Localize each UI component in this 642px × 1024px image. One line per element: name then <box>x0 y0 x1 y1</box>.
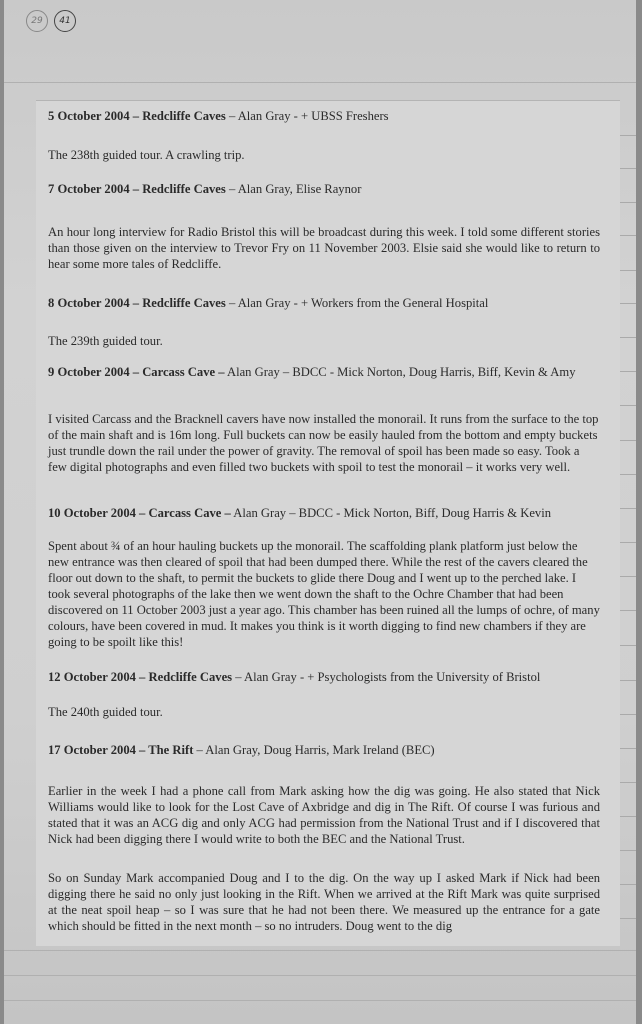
entry-heading: 12 October 2004 – Redcliffe Caves – Alan Gray - + Psychologists from the University of Bristol <box>48 670 541 684</box>
handwritten-mark: 41 <box>54 10 76 32</box>
entry-heading: 8 October 2004 – Redcliffe Caves – Alan Gray - + Workers from the General Hospital <box>48 296 489 310</box>
entry-heading: 17 October 2004 – The Rift – Alan Gray, Doug Harris, Mark Ireland (BEC) <box>48 743 435 757</box>
entry-text: The 239th guided tour. <box>48 334 163 348</box>
entry-text: So on Sunday Mark accompanied Doug and I to the dig. On the way up I asked Mark if Nick had been digging there he said no only just looking in the Rift. When we arrived at the Rift Mark was quite surprised at the neat spoil heap – so I was sure that he had not been there. We measured up the entrance for a gate which should be fitted in the next month – so no intruders. Doug went to the dig <box>48 871 600 933</box>
entry-heading: 10 October 2004 – Carcass Cave – Alan Gray – BDCC - Mick Norton, Biff, Doug Harris & Kevin <box>48 506 552 520</box>
entry-text: Earlier in the week I had a phone call from Mark asking how the dig was going. He also stated that Nick Williams would like to look for the Lost Cave of Axbridge and dig in The Rift. Of course I was furious and stated that it was an ACG dig and only ACG had permission from the National Trust and if I discovered that Nick had been digging there I would write to both the BEC and the National Trust. <box>48 784 600 846</box>
divider <box>4 975 636 976</box>
entry-heading: 5 October 2004 – Redcliffe Caves – Alan Gray - + UBSS Freshers <box>48 109 389 123</box>
entry-text: The 240th guided tour. <box>48 705 163 719</box>
entry-text: I visited Carcass and the Bracknell cavers have now installed the monorail. It runs from the surface to the top of the main shaft and is 16m long. Full buckets can now be easily hauled from the bottom and empty buckets just trundle down the rail under the power of gravity. The removal of spoil has been made so easy. Took a few digital photographs and even filled two buckets with spoil to test the monorail – it works very well. <box>48 412 599 474</box>
entry-text: The 238th guided tour. A crawling trip. <box>48 148 245 162</box>
entry-heading: 7 October 2004 – Redcliffe Caves – Alan Gray, Elise Raynor <box>48 182 362 196</box>
handwritten-page-marks <box>26 10 76 32</box>
divider <box>4 82 636 83</box>
entry-text: Spent about ¾ of an hour hauling buckets up the monorail. The scaffolding plank platform just below the new entrance was then cleared of spoil that had been dumped there. While the rest of the cavers cleared the floor out down to the shaft, to permit the buckets to glide there Doug and I went up to the perched lake. I took several photographs of the lake then we went down the shaft to the Ochre Chamber that had been discovered on 11 October 2003 just a year ago. This chamber has been ruined all the lumps of ochre, of many colours, have been covered in mud. It makes you think is it worth digging to find new chambers if they are going to be spoilt like this! <box>48 539 600 649</box>
entry-heading: 9 October 2004 – Carcass Cave – Alan Gray – BDCC - Mick Norton, Doug Harris, Biff, Kevin & Amy <box>48 365 576 379</box>
entry-text: An hour long interview for Radio Bristol this will be broadcast during this week. I told some different stories than those given on the interview to Trevor Fry on 11 November 2003. Elsie said she would like to return to hear some more tales of Redcliffe. <box>48 225 600 271</box>
divider <box>4 950 636 951</box>
divider <box>4 1000 636 1001</box>
handwritten-mark: 29 <box>26 10 48 32</box>
